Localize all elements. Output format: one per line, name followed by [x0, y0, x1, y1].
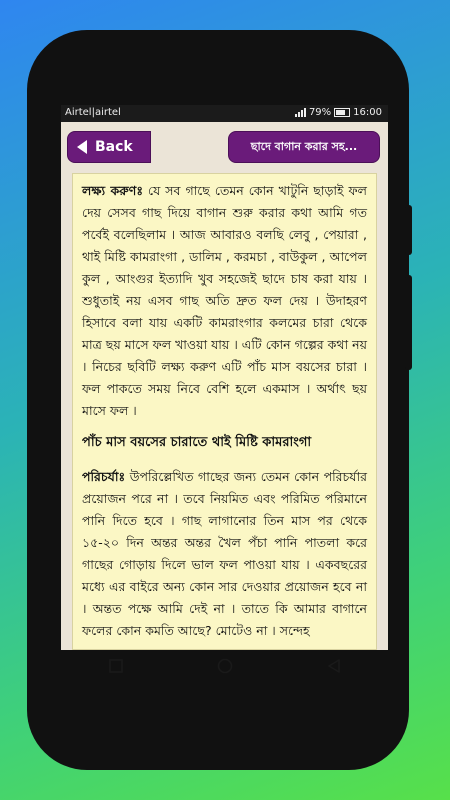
article-content[interactable] [72, 173, 377, 650]
paragraph-care [82, 466, 367, 642]
status-bar [61, 105, 388, 122]
system-nav-bar [61, 650, 388, 682]
recent-apps-button[interactable] [96, 652, 136, 680]
battery-percent: 79% [308, 107, 332, 118]
triangle-icon [327, 659, 341, 673]
carrier-name: Airtel|airtel [65, 107, 121, 118]
square-icon [109, 659, 123, 673]
power-button [405, 275, 412, 370]
circle-icon [217, 658, 233, 674]
back-button-label: Back [95, 139, 133, 155]
clock: 16:00 [353, 107, 382, 118]
nav-back-button[interactable] [314, 652, 354, 680]
volume-button [405, 205, 412, 255]
paragraph-focus [82, 180, 367, 422]
paragraph-lead: লক্ষ্য করুণঃ [82, 183, 143, 198]
battery-icon [334, 108, 350, 117]
title-button[interactable]: ছাদে বাগান করার সহ... [228, 131, 380, 163]
paragraph-lead: পরিচর্যাঃ [82, 469, 126, 484]
status-icons [295, 107, 382, 118]
paragraph-text: যে সব গাছে তেমন কোন খাটুনি ছাড়াই ফল দেয় সেসব গাছ দিয়ে বাগান শুরু করার কথা আমি গত পর্বেই বলেছিলাম । আজ আবারও বলছি লেবু , পেয়ারা , থাই মিষ্টি কামরাংগা , ডালিম , করমচা , বাউকুল , আপেল কুল , আংগুর ইত্যাদি খুব সহজেই ছাদে চাষ করা যায় । শুধুতাই নয় এসব গাছ অতি দ্রুত ফল দেয় । উদাহরণ হিসাবে বলা যায় একটি কামরাংগার কলমের চারা থেকে মাত্র ছয় মাসে ফল খাওয়া যায় । এটি কোন গল্পের কথা নয় । নিচের ছবিটি লক্ষ্য করুণ এটি পাঁচ মাস বয়সের চারা । ফল পাকতে সময় নিবে বেশি হলে একমাস । অর্থাৎ ছয় মাসে ফল । [82, 183, 367, 418]
app-toolbar [61, 122, 388, 170]
app-screen [61, 105, 388, 650]
back-button[interactable] [67, 131, 151, 163]
paragraph-text: উপরিল্লেখিত গাছের জন্য তেমন কোন পরিচর্যার প্রয়োজন পরে না । তবে নিয়মিত এবং পরিমিত পরিমানে পানি দিতে হবে । গাছ লাগানোর তিন মাস পর থেকে ১৫-২০ দিন অন্তর অন্তর খৈল পঁচা পানি পাতলা করে গাছের গোড়ায় দিলে ভাল ফল পাওয়া যায় । একবছরের মধ্যে এর বাইরে অন্য কোন সার দেওয়ার প্রয়োজন হবে না । অন্তত পক্ষে আমি দেই না । তাতে কি আমার বাগানে ফলের কোন কমতি আছে? মোটেও না । সন্দেহ [82, 469, 367, 638]
section-heading: পাঁচ মাস বয়সের চারাতে থাই মিষ্টি কামরাংগা [82, 435, 312, 450]
signal-icon [295, 108, 306, 117]
back-arrow-icon [77, 140, 87, 154]
home-button[interactable] [205, 652, 245, 680]
